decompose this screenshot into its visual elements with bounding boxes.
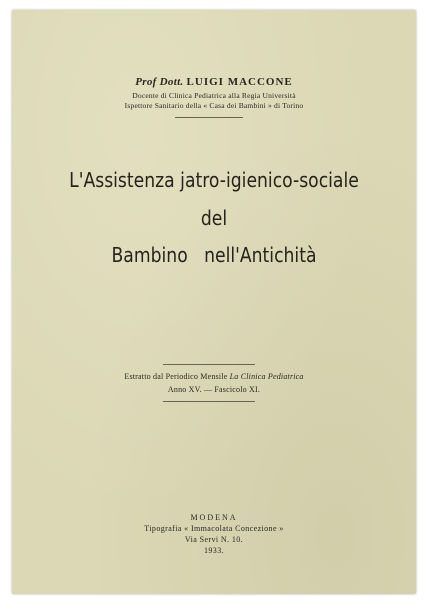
extract-source-line (12, 371, 416, 382)
publisher-address: Via Servi N. 10. (184, 535, 244, 544)
journal-name: La Clinica Pediatrica (229, 372, 304, 381)
title-line-3: Bambino nell'Antichità (111, 243, 317, 267)
document-page (12, 10, 416, 594)
divider-rule-top (175, 117, 243, 118)
title-line-1: L'Assistenza jatro-igienico-sociale (69, 168, 359, 192)
publisher-city: MODENA (190, 513, 238, 522)
title-line-2: del (200, 206, 228, 230)
extract-prefix: Estratto dal Periodico Mensile (124, 372, 228, 381)
author-name: LUIGI MACCONE (186, 76, 293, 88)
divider-rule-extract-bottom (163, 401, 255, 402)
extract-issue-line: Anno XV. — Fascicolo XI. (167, 385, 261, 394)
author-line (12, 76, 416, 88)
author-prefix: Prof Dott. (135, 76, 184, 88)
publication-year: 1933. (204, 546, 224, 555)
divider-rule-extract-top (163, 364, 255, 365)
publisher-printer: Tipografia « Immacolata Concezione » (144, 524, 284, 533)
affiliation-line-1: Docente di Clinica Pediatrica alla Regia Università (132, 91, 296, 100)
affiliation-line-2: Ispettore Sanitario della « Casa dei Bambini » di Torino (124, 101, 304, 110)
